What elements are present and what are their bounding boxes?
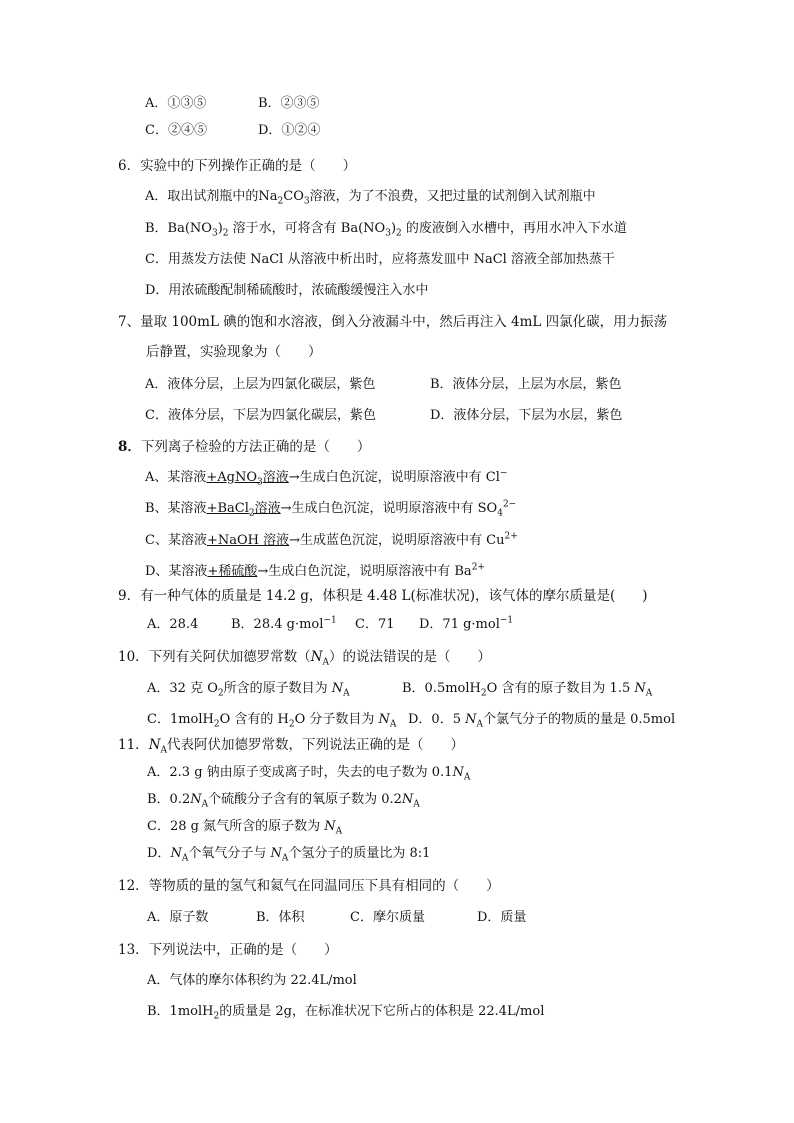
q9-option-b: B．28.4 g·mol$^{-1}$ (231, 615, 337, 632)
q11-option-a: A．2.3 g 钠由原子变成离子时，失去的电子数为 $0.1N_A$ (147, 765, 471, 783)
q10-option-c: C．1molH$_2$O 含有的 $H_2O$ 分子数目为 $N_A$ (147, 712, 397, 730)
q11-stem: 11．$N_A$代表阿伏加德罗常数，下列说法正确的是（ ） (118, 737, 464, 756)
q9-stem: 9．有一种气体的质量是 14.2 g，体积是 4.48 L(标准状况)，该气体的摩尔质量是( ) (118, 588, 648, 604)
q12-stem: 12．等物质的量的氢气和氦气在同温同压下具有相同的（ ） (118, 878, 500, 894)
q8-option-c: C、某溶液+NaOH 溶液→生成蓝色沉淀，说明原溶液中有 $Cu^{2+}$ (145, 531, 518, 548)
q11-option-b: B．$0.2N_A$个硫酸分子含有的氧原子数为 $0.2N_A$ (147, 792, 420, 810)
q13-option-b: B．1molH$_2$的质量是 2g，在标准状况下它所占的体积是 22.4L/mol (147, 1004, 545, 1022)
prev-option-d: D．①②④ (258, 123, 321, 138)
q10-stem: 10．下列有关阿伏加德罗常数$(N_A)$的说法错误的是（ ） (118, 649, 491, 668)
q7-stem-line2: 后静置，实验现象为（ ） (146, 344, 322, 360)
prev-option-c: C．②④⑤ (145, 123, 207, 138)
q12-option-c: C．摩尔质量 (350, 910, 425, 925)
q8-option-a: A、某溶液+AgNO$_3$溶液→生成白色沉淀，说明原溶液中有 Cl− (145, 468, 508, 488)
q7-option-a: A．液体分层，上层为四氯化碳层，紫色 (145, 377, 376, 392)
q6-stem: 6．实验中的下列操作正确的是（ ） (118, 158, 357, 174)
q9-option-d: D．71 g·mol$^{-1}$ (419, 615, 514, 632)
q12-option-b: B．体积 (256, 910, 305, 925)
q7-option-d: D．液体分层，下层为水层，紫色 (430, 408, 623, 423)
q9-option-c: C．71 (355, 617, 395, 632)
q7-stem-line1: 7、量取 100mL 碘的饱和水溶液，倒入分液漏斗中，然后再注入 4mL 四氯化碳，用力振荡 (118, 314, 668, 330)
q6-option-d: D．用浓硫酸配制稀硫酸时，浓硫酸缓慢注入水中 (145, 283, 429, 298)
q11-option-d: D．$N_A$个氧气分子与 $N_A$个氢分子的质量比为 8:1 (147, 846, 431, 864)
q10-option-b: B．0.5molH$_2$O 含有的原子数目为 1.5 $N_A$ (402, 681, 653, 699)
q6-option-b: B．$Ba(NO_3)_2$ 溶于水，可将含有 $Ba(NO_3)_2$ 的废液倒入水槽中，再用水冲入下水道 (145, 221, 627, 239)
q10-option-a: A．32 克 $O_2$所含的原子数目为 $N_A$ (147, 681, 350, 699)
q8-option-b: B、某溶液+BaCl$_2$溶液→生成白色沉淀，说明原溶液中有 $SO_4^{2-}$ (145, 499, 517, 519)
q8-option-d: D、某溶液+稀硫酸→生成白色沉淀，说明原溶液中有 $Ba^{2+}$ (145, 562, 485, 579)
q9-option-a: A．28.4 (147, 617, 199, 632)
prev-option-a: A．①③⑤ (145, 96, 207, 111)
q13-option-a: A．气体的摩尔体积约为 22.4L/mol (147, 973, 357, 988)
q7-option-c: C．液体分层，下层为四氯化碳层，紫色 (145, 408, 376, 423)
q7-option-b: B．液体分层，上层为水层，紫色 (430, 377, 622, 392)
q10-option-d: D．0．5 $N_A$个氯气分子的物质的量是 0.5mol (408, 712, 676, 730)
q12-option-a: A．原子数 (147, 910, 209, 925)
q6-option-a: A．取出试剂瓶中的$Na_2CO_3$溶液，为了不浪费，又把过量的试剂倒入试剂瓶中 (145, 189, 596, 207)
prev-option-b: B．②③⑤ (258, 96, 320, 111)
q12-option-d: D．质量 (477, 910, 527, 925)
q13-stem: 13．下列说法中，正确的是（ ） (118, 942, 338, 958)
q8-stem: 8．下列离子检验的方法正确的是（ ） (118, 439, 371, 455)
q6-option-c: C．用蒸发方法使 NaCl 从溶液中析出时，应将蒸发皿中 NaCl 溶液全部加热蒸干 (145, 252, 615, 267)
q11-option-c: C．28 g 氮气所含的原子数为 $N_A$ (147, 819, 343, 837)
